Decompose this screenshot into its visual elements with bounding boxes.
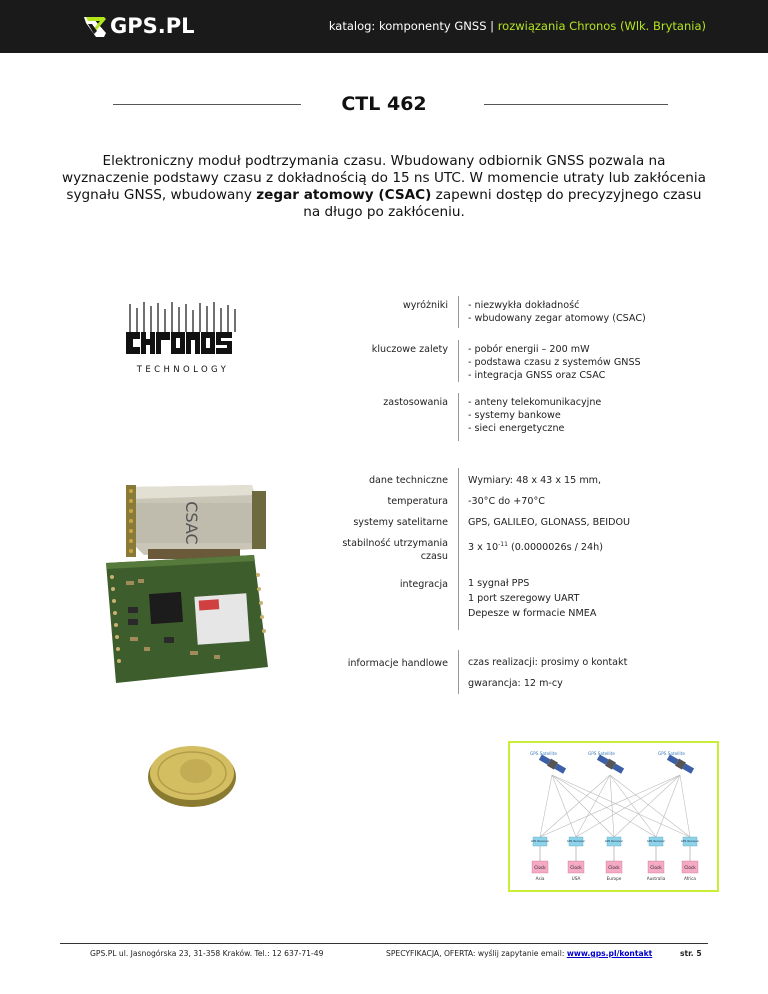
spec-value-kluczowe — [468, 343, 641, 382]
clock-station — [567, 837, 586, 881]
receiver-label: GPS Receiver — [680, 839, 700, 843]
spec-item: Depesze w formacie NMEA — [468, 608, 597, 619]
footer-spec-text: SPECYFIKACJA, OFERTA: wyślij zapytanie email: — [386, 949, 567, 958]
clock-station — [647, 837, 666, 881]
spec-label-line: stabilność utrzymania — [342, 538, 448, 549]
header-catalog-text — [329, 19, 706, 33]
catalog-accent: rozwiązania Chronos (Wlk. Brytania) — [497, 19, 706, 33]
satellite-label: GPS Satellite — [658, 751, 685, 756]
spec-item: - anteny telekomunikacyjne — [468, 397, 602, 408]
spec-divider — [458, 296, 459, 328]
diagram-svg — [510, 743, 717, 890]
gps-logo-icon — [82, 13, 108, 39]
spec-divider — [458, 468, 459, 630]
stability-exponent: -11 — [498, 540, 508, 548]
page-header — [0, 0, 768, 53]
clock-station — [531, 837, 550, 881]
page-title: CTL 462 — [341, 93, 427, 115]
spec-label-handlowe: informacje handlowe — [347, 658, 448, 669]
logo-text: GPS.PL — [110, 14, 195, 38]
clock-station — [605, 837, 624, 881]
satellite-label: GPS Satellite — [530, 751, 557, 756]
region-label: Africa — [684, 876, 696, 881]
spec-item: - integracja GNSS oraz CSAC — [468, 370, 606, 381]
spec-label-kluczowe: kluczowe zalety — [371, 344, 448, 355]
spec-value-wyrozniki — [468, 299, 646, 325]
spec-item: 1 port szeregowy UART — [468, 593, 580, 604]
gps-clock-diagram — [508, 741, 719, 892]
clock-label: Clock — [534, 865, 546, 870]
chronos-logo — [124, 302, 242, 378]
satellite-icon — [658, 751, 694, 774]
region-label: USA — [571, 876, 581, 881]
region-label: Asia — [535, 876, 545, 881]
spec-label-temperatura: temperatura — [387, 496, 448, 507]
spec-value-temperatura: -30°C do +70°C — [468, 496, 545, 507]
region-label: Europe — [606, 876, 622, 881]
spec-divider — [458, 650, 459, 694]
spec-value-stabilnosc — [468, 540, 603, 555]
spec-item: - sieci energetyczne — [468, 423, 565, 434]
footer-address: GPS.PL ul. Jasnogórska 23, 31-358 Kraków. Tel.: 12 637-71-49 — [90, 949, 324, 958]
intro-text-2: zapewni dostęp do precyzyjnego czasu na długo po zakłóceniu. — [303, 187, 702, 220]
spec-label-dane: dane techniczne — [368, 475, 448, 486]
satellite-label: GPS Satellite — [588, 751, 615, 756]
receiver-label: GPS Receiver — [530, 839, 550, 843]
receiver-label: GPS Receiver — [604, 839, 624, 843]
satellite-icon — [530, 751, 566, 774]
spec-item: - systemy bankowe — [468, 410, 561, 421]
spec-value-dane: Wymiary: 48 x 43 x 15 mm, — [468, 475, 602, 486]
spec-item: - wbudowany zegar atomowy (CSAC) — [468, 313, 646, 324]
svg-text:CSAC: CSAC — [182, 501, 201, 545]
clock-label: Clock — [684, 865, 696, 870]
product-photo — [104, 477, 276, 817]
spec-value-handlowe — [468, 655, 627, 691]
footer-contact — [386, 949, 652, 958]
chronos-subtitle: TECHNOLOGY — [136, 365, 230, 375]
intro-text-1: Elektroniczny moduł podtrzymania czasu. Wbudowany odbiornik GNSS pozwala na wyznaczenie podstawy czasu z dokładnością do 15 ns UTC. W momencie utraty lub zakłócenia sygnału GNSS, wbudowany — [61, 153, 707, 203]
receiver-label: GPS Receiver — [646, 839, 666, 843]
catalog-label: katalog: komponenty GNSS | — [328, 19, 495, 33]
spec-item: - pobór energii – 200 mW — [468, 344, 590, 355]
intro-paragraph — [60, 153, 708, 221]
satellite-icon — [588, 751, 624, 774]
spec-value-systemy: GPS, GALILEO, GLONASS, BEIDOU — [468, 517, 631, 528]
region-label: Australia — [646, 876, 666, 881]
spec-label-line: czasu — [420, 551, 448, 562]
stability-base: 3 x 10 — [468, 542, 499, 553]
spec-label-zastosowania: zastosowania — [383, 397, 448, 408]
clock-station — [681, 837, 700, 881]
contact-link[interactable]: www.gps.pl/kontakt — [566, 949, 653, 958]
stability-rest: (0.0000026s / 24h) — [507, 542, 603, 553]
spec-item: 1 sygnał PPS — [468, 578, 530, 589]
spec-item: - podstawa czasu z systemów GNSS — [468, 357, 641, 368]
spec-value-zastosowania — [468, 396, 601, 435]
spec-label-wyrozniki: wyróżniki — [402, 300, 448, 311]
gps-pl-logo[interactable] — [82, 12, 195, 40]
spec-label-stabilnosc — [342, 537, 448, 563]
clock-label: Clock — [608, 865, 620, 870]
spec-item: czas realizacji: prosimy o kontakt — [468, 657, 628, 668]
clock-label: Clock — [570, 865, 582, 870]
intro-bold: zegar atomowy (CSAC) — [256, 187, 432, 203]
spec-label-integracja: integracja — [399, 579, 448, 590]
spec-label-systemy: systemy satelitarne — [353, 517, 448, 528]
spec-value-integracja — [468, 576, 596, 621]
footer-rule — [60, 943, 708, 944]
spec-item: - niezwykła dokładność — [468, 300, 580, 311]
page-number: str. 5 — [680, 949, 702, 958]
spec-divider — [458, 393, 459, 441]
receiver-label: GPS Receiver — [566, 839, 586, 843]
spec-divider — [458, 340, 459, 382]
spec-item: gwarancja: 12 m-cy — [468, 678, 563, 689]
clock-label: Clock — [650, 865, 662, 870]
